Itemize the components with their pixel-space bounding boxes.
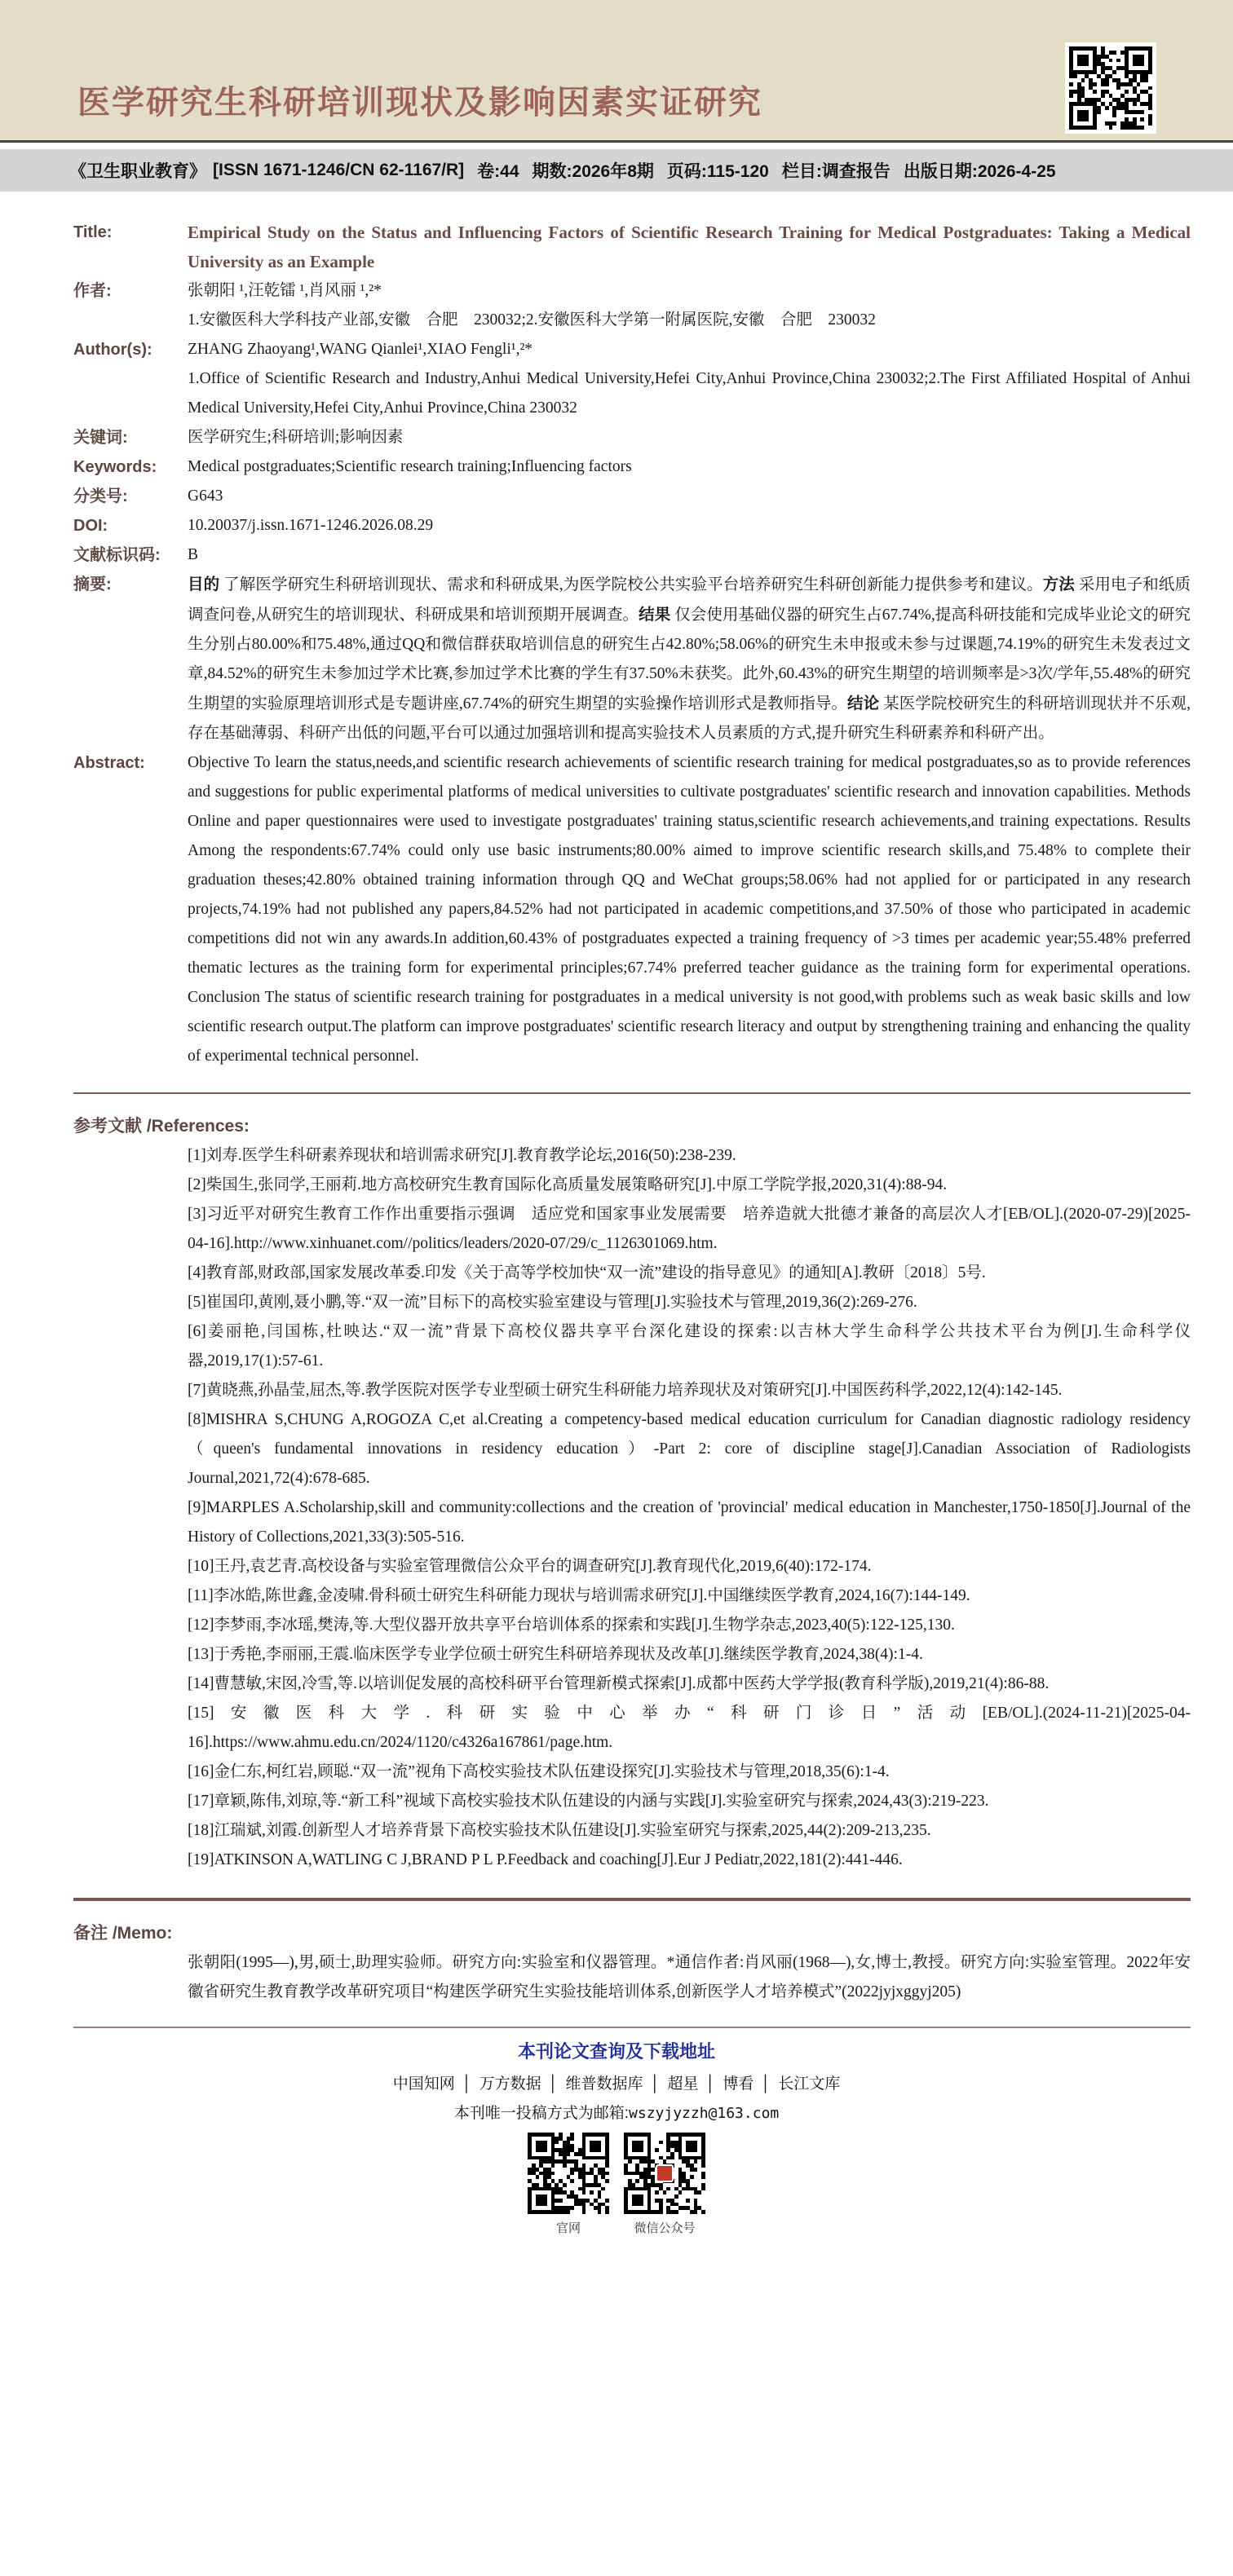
reference-item: [10]王丹,袁艺青.高校设备与实验室管理微信公众平台的调查研究[J].教育现代化,2019,6(40):172-174. <box>188 1558 872 1575</box>
separator: │ <box>705 2075 716 2093</box>
journal-column: 栏目:调查报告 <box>781 162 890 181</box>
field-abstract-zh-value: 目的 了解医学研究生科研培训现状、需求和科研成果,为医学院校公共实验平台培养研究生科研创新能力提供参考和建议。方法 采用电子和纸质调查问卷,从研究生的培训现状、科研成果和培训预期开展调查。结果 仅会使用基础仪器的研究生占67.74%,提高科研技能和完成毕业论文的研究生分别占80.00%和75.48%,通过QQ和微信群获取培训信息的研究生占42.80%;58.06%的研究生未申报或未参与过课题,74.19%的研究生未发表过文章,84.52%的研究生未参加过学术比赛,参加过学术比赛的学生有37.50%未获奖。此外,60.43%的研究生期望的培训频率是>3次/学年,55.48%的研究生期望的实验原理培训形式是专题讲座,67.74%的研究生期望的实验操作培训形式是教师指导。结论 某医学院校研究生的科研培训现状并不乐观,存在基础薄弱、科研产出低的问题,平台可以通过加强培训和提高实验技术人员素质的方式,提升研究生科研素养和科研产出。 <box>188 576 1191 742</box>
qr-caption: 微信公众号 <box>634 2221 696 2235</box>
article-qr-code <box>1065 42 1156 134</box>
database-name: 超星 <box>667 2075 699 2093</box>
field-authors-en-value <box>188 335 1191 423</box>
field-keywords-en-value: Medical postgraduates;Scientific research training;Influencing factors <box>188 458 632 475</box>
page-footer <box>0 2040 1233 2252</box>
reference-item: [17]章颖,陈伟,刘琼,等.“新工科”视域下高校实验技术队伍建设的内涵与实践[J].实验室研究与探索,2024,43(3):219-223. <box>188 1793 989 1810</box>
field-doc-code-label: 文献标识码: <box>73 546 161 564</box>
reference-item: [11]李冰皓,陈世鑫,金凌啸.骨科硕士研究生科研能力现状与培训需求研究[J].中国继续医学教育,2024,16(7):144-149. <box>188 1587 970 1604</box>
reference-item: [1]刘寿.医学生科研素养现状和培训需求研究[J].教育教学论坛,2016(50):238-239. <box>188 1147 736 1164</box>
reference-item: [16]金仁东,柯红岩,顾聪.“双一流”视角下高校实验技术队伍建设探究[J].实验技术与管理,2018,35(6):1-4. <box>188 1763 890 1780</box>
authors-en-affiliation: 1.Office of Scientific Research and Industry,Anhui Medical University,Hefei City,Anhui Province,China 230032;2.The First Affiliated Hospital of Anhui Medical University,Hefei City,Anhui Province,China 230032 <box>188 370 1191 417</box>
reference-item: [5]崔国印,黄刚,聂小鹏,等.“双一流”目标下的高校实验室建设与管理[J].实验技术与管理,2019,36(2):269-276. <box>188 1294 917 1311</box>
database-name: 长江文库 <box>778 2075 841 2093</box>
field-keywords-en <box>73 452 1191 482</box>
journal-name: 《卫生职业教育》 <box>69 162 206 181</box>
memo-text: 张朝阳(1995—),男,硕士,助理实验师。研究方向:实验室和仪器管理。*通信作者:肖风丽(1968—),女,博士,教授。研究方向:实验室管理。2022年安徽省研究生教育教学改革研究项目“构建医学研究生实验技能培训体系,创新医学人才培养模式”(2022jyjxggyj205) <box>188 1954 1191 2000</box>
references-divider <box>73 1092 1191 1094</box>
separator: │ <box>650 2075 661 2093</box>
qr-caption: 官网 <box>555 2221 581 2235</box>
qr-code-image <box>1069 46 1152 130</box>
reference-item: [14]曹慧敏,宋囡,冷雪,等.以培训促发展的高校科研平台管理新模式探索[J].成都中医药大学学报(教育科学版),2019,21(4):86-88. <box>188 1675 1050 1692</box>
field-keywords-zh-label: 关键词: <box>73 429 128 447</box>
field-keywords-zh <box>73 423 1191 452</box>
footer-database-list <box>0 2071 1233 2093</box>
authors-zh-names: 张朝阳 ¹,汪乾镭 ¹,肖风丽 ¹,²* <box>188 282 382 299</box>
authors-zh-affiliation: 1.安徽医科大学科技产业部,安徽 合肥 230032;2.安徽医科大学第一附属医院,安徽 合肥 230032 <box>188 311 876 329</box>
field-doi <box>73 511 1191 540</box>
field-authors-zh-label: 作者: <box>73 282 112 300</box>
field-keywords-en-label: Keywords: <box>73 458 157 476</box>
reference-item: [3]习近平对研究生教育工作作出重要指示强调 适应党和国家事业发展需要 培养造就大批德才兼备的高层次人才[EB/OL].(2020-07-29)[2025-04-16].http://www.xinhuanet.com//politics/leaders/2020-07/29/c_1126301069.htm. <box>188 1206 1191 1252</box>
field-clc <box>73 482 1191 511</box>
separator: │ <box>548 2075 559 2093</box>
separator: │ <box>761 2075 771 2093</box>
footer-title: 本刊论文查询及下载地址 <box>517 2041 715 2062</box>
field-title-label: Title: <box>73 223 113 241</box>
database-name: 博看 <box>723 2075 754 2093</box>
field-doi-label: DOI: <box>73 517 108 535</box>
reference-item: [18]江瑞斌,刘霞.创新型人才培养背景下高校实验技术队伍建设[J].实验室研究与探索,2025,44(2):209-213,235. <box>188 1822 931 1839</box>
footer-qr-codes <box>0 2133 1233 2236</box>
official-site-qr <box>528 2133 609 2236</box>
journal-issue: 期数:2026年8期 <box>532 162 654 181</box>
field-doc-code <box>73 540 1191 570</box>
field-clc-label: 分类号: <box>73 487 128 505</box>
memo-divider-top <box>73 1898 1191 1901</box>
journal-volume: 卷:44 <box>477 162 519 181</box>
reference-item: [6]姜丽艳,闫国栋,杜映达.“双一流”背景下高校仪器共享平台深化建设的探索:以吉林大学生命科学公共技术平台为例[J].生命科学仪器,2019,17(1):57-61. <box>188 1323 1191 1370</box>
wechat-qr <box>624 2133 705 2236</box>
reference-item: [2]柴国生,张同学,王丽莉.地方高校研究生教育国际化高质量发展策略研究[J].中原工学院学报,2020,31(4):88-94. <box>188 1176 948 1193</box>
field-doc-code-value: B <box>188 546 199 563</box>
header-gap <box>0 143 1233 149</box>
submission-email-line <box>0 2101 1233 2123</box>
field-abstract-zh-label: 摘要: <box>73 576 112 593</box>
field-abstract-zh <box>73 570 1191 748</box>
database-name: 维普数据库 <box>565 2075 643 2093</box>
journal-pubdate: 出版日期:2026-4-25 <box>903 162 1056 181</box>
field-authors-en-label: Author(s): <box>73 341 152 359</box>
reference-item: [9]MARPLES A.Scholarship,skill and community:collections and the creation of 'provincial' medical education in Manchester,1750-1850[J].Journal of the History of Collections,2021,33(3):505-516. <box>188 1499 1191 1546</box>
authors-en-names: ZHANG Zhaoyang¹,WANG Qianlei¹,XIAO Fengli¹,²* <box>188 341 533 358</box>
reference-item: [15]安徽医科大学.科研实验中心举办“科研门诊日”活动[EB/OL].(2024-11-21)[2025-04-16].https://www.ahmu.edu.cn/2024/1120/c4326a167861/page.htm. <box>188 1705 1191 1751</box>
journal-info-bar <box>0 149 1233 192</box>
field-abstract-en <box>73 748 1191 1071</box>
submission-email: wszyjyzzh@163.com <box>629 2105 780 2122</box>
submission-prefix: 本刊唯一投稿方式为邮箱: <box>453 2105 630 2122</box>
references-heading: 参考文献 /References: <box>73 1117 250 1136</box>
separator: │ <box>462 2075 472 2093</box>
page-header <box>0 0 1233 140</box>
reference-item: [4]教育部,财政部,国家发展改革委.印发《关于高等学校加快“双一流”建设的指导意见》的通知[A].教研〔2018〕5号. <box>188 1264 986 1281</box>
journal-pages: 页码:115-120 <box>666 162 769 181</box>
memo-heading: 备注 /Memo: <box>73 1924 173 1943</box>
field-authors-zh-value <box>188 276 1191 335</box>
reference-item: [19]ATKINSON A,WATLING C J,BRAND P L P.Feedback and coaching[J].Eur J Pediatr,2022,181(2):441-446. <box>188 1851 903 1868</box>
reference-item: [8]MISHRA S,CHUNG A,ROGOZA C,et al.Creating a competency-based medical education curriculum for Canadian diagnostic radiology residency （queen's fundamental innovations in residency education）-Part 2: core of discipline stage[J].Canadian Association of Radiologists Journal,2021,72(4):678-685. <box>188 1411 1191 1487</box>
field-doi-value: 10.20037/j.issn.1671-1246.2026.08.29 <box>188 517 434 534</box>
reference-item: [7]黄晓燕,孙晶莹,屈杰,等.教学医院对医学专业型硕士研究生科研能力培养现状及对策研究[J].中国医药科学,2022,12(4):142-145. <box>188 1382 1063 1399</box>
journal-issn: [ISSN 1671-1246/CN 62-1167/R] <box>213 161 465 179</box>
field-authors-en <box>73 335 1191 423</box>
wechat-logo-badge <box>656 2164 674 2182</box>
database-name: 中国知网 <box>392 2075 455 2093</box>
reference-item: [12]李梦雨,李冰瑶,樊涛,等.大型仪器开放共享平台培训体系的探索和实践[J].生物学杂志,2023,40(5):122-125,130. <box>188 1617 955 1634</box>
memo-divider-bottom <box>73 2027 1191 2028</box>
field-keywords-zh-value: 医学研究生;科研培训;影响因素 <box>188 429 404 446</box>
field-authors-zh <box>73 276 1191 335</box>
field-clc-value: G643 <box>188 487 223 505</box>
references-list <box>188 1141 1191 1875</box>
database-name: 万方数据 <box>479 2075 541 2093</box>
article-title-zh: 医学研究生科研培训现状及影响因素实证研究 <box>77 85 762 121</box>
field-title-value: Empirical Study on the Status and Influencing Factors of Scientific Research Training for Medical Postgraduates: Taking a Medical University as an Example <box>188 223 1191 271</box>
field-abstract-en-value: Objective To learn the status,needs,and scientific research achievements of scientific research training for medical postgraduates,so as to provide references and suggestions for public experimental platforms of medical universities to cultivate postgraduates' scientific research and innovation capabilities. Methods Online and paper questionnaires were used to investigate postgraduates' training status,scientific research achievements,and training expectations. Results Among the respondents:67.74% could only use basic instruments;80.00% aimed to improve scientific research skills,and 75.48% to complete their graduation theses;42.80% obtained training information through QQ and WeChat groups;58.06% had not applied for or participated in any research projects,74.19% had not published any papers,84.52% had not participated in academic competitions,and 37.50% of those who participated in academic competitions did not win any awards.In addition,60.43% of postgraduates expected a training frequency of >3 times per academic year;55.48% preferred thematic lectures as the training form for experimental principles;67.74% preferred teacher guidance as the training form for experimental operations. Conclusion The status of scientific research training for postgraduates in a medical university is not good,with problems such as weak basic skills and low scientific research output.The platform can improve postgraduates' scientific research literacy and output by strengthening training and enhancing the quality of experimental technical personnel. <box>188 754 1191 1065</box>
reference-item: [13]于秀艳,李丽丽,王震.临床医学专业学位硕士研究生科研培养现状及改革[J].继续医学教育,2024,38(4):1-4. <box>188 1646 923 1663</box>
qr-code-image <box>528 2133 609 2214</box>
field-title <box>73 218 1191 276</box>
field-abstract-en-label: Abstract: <box>73 754 145 772</box>
article-content <box>0 192 1233 2028</box>
